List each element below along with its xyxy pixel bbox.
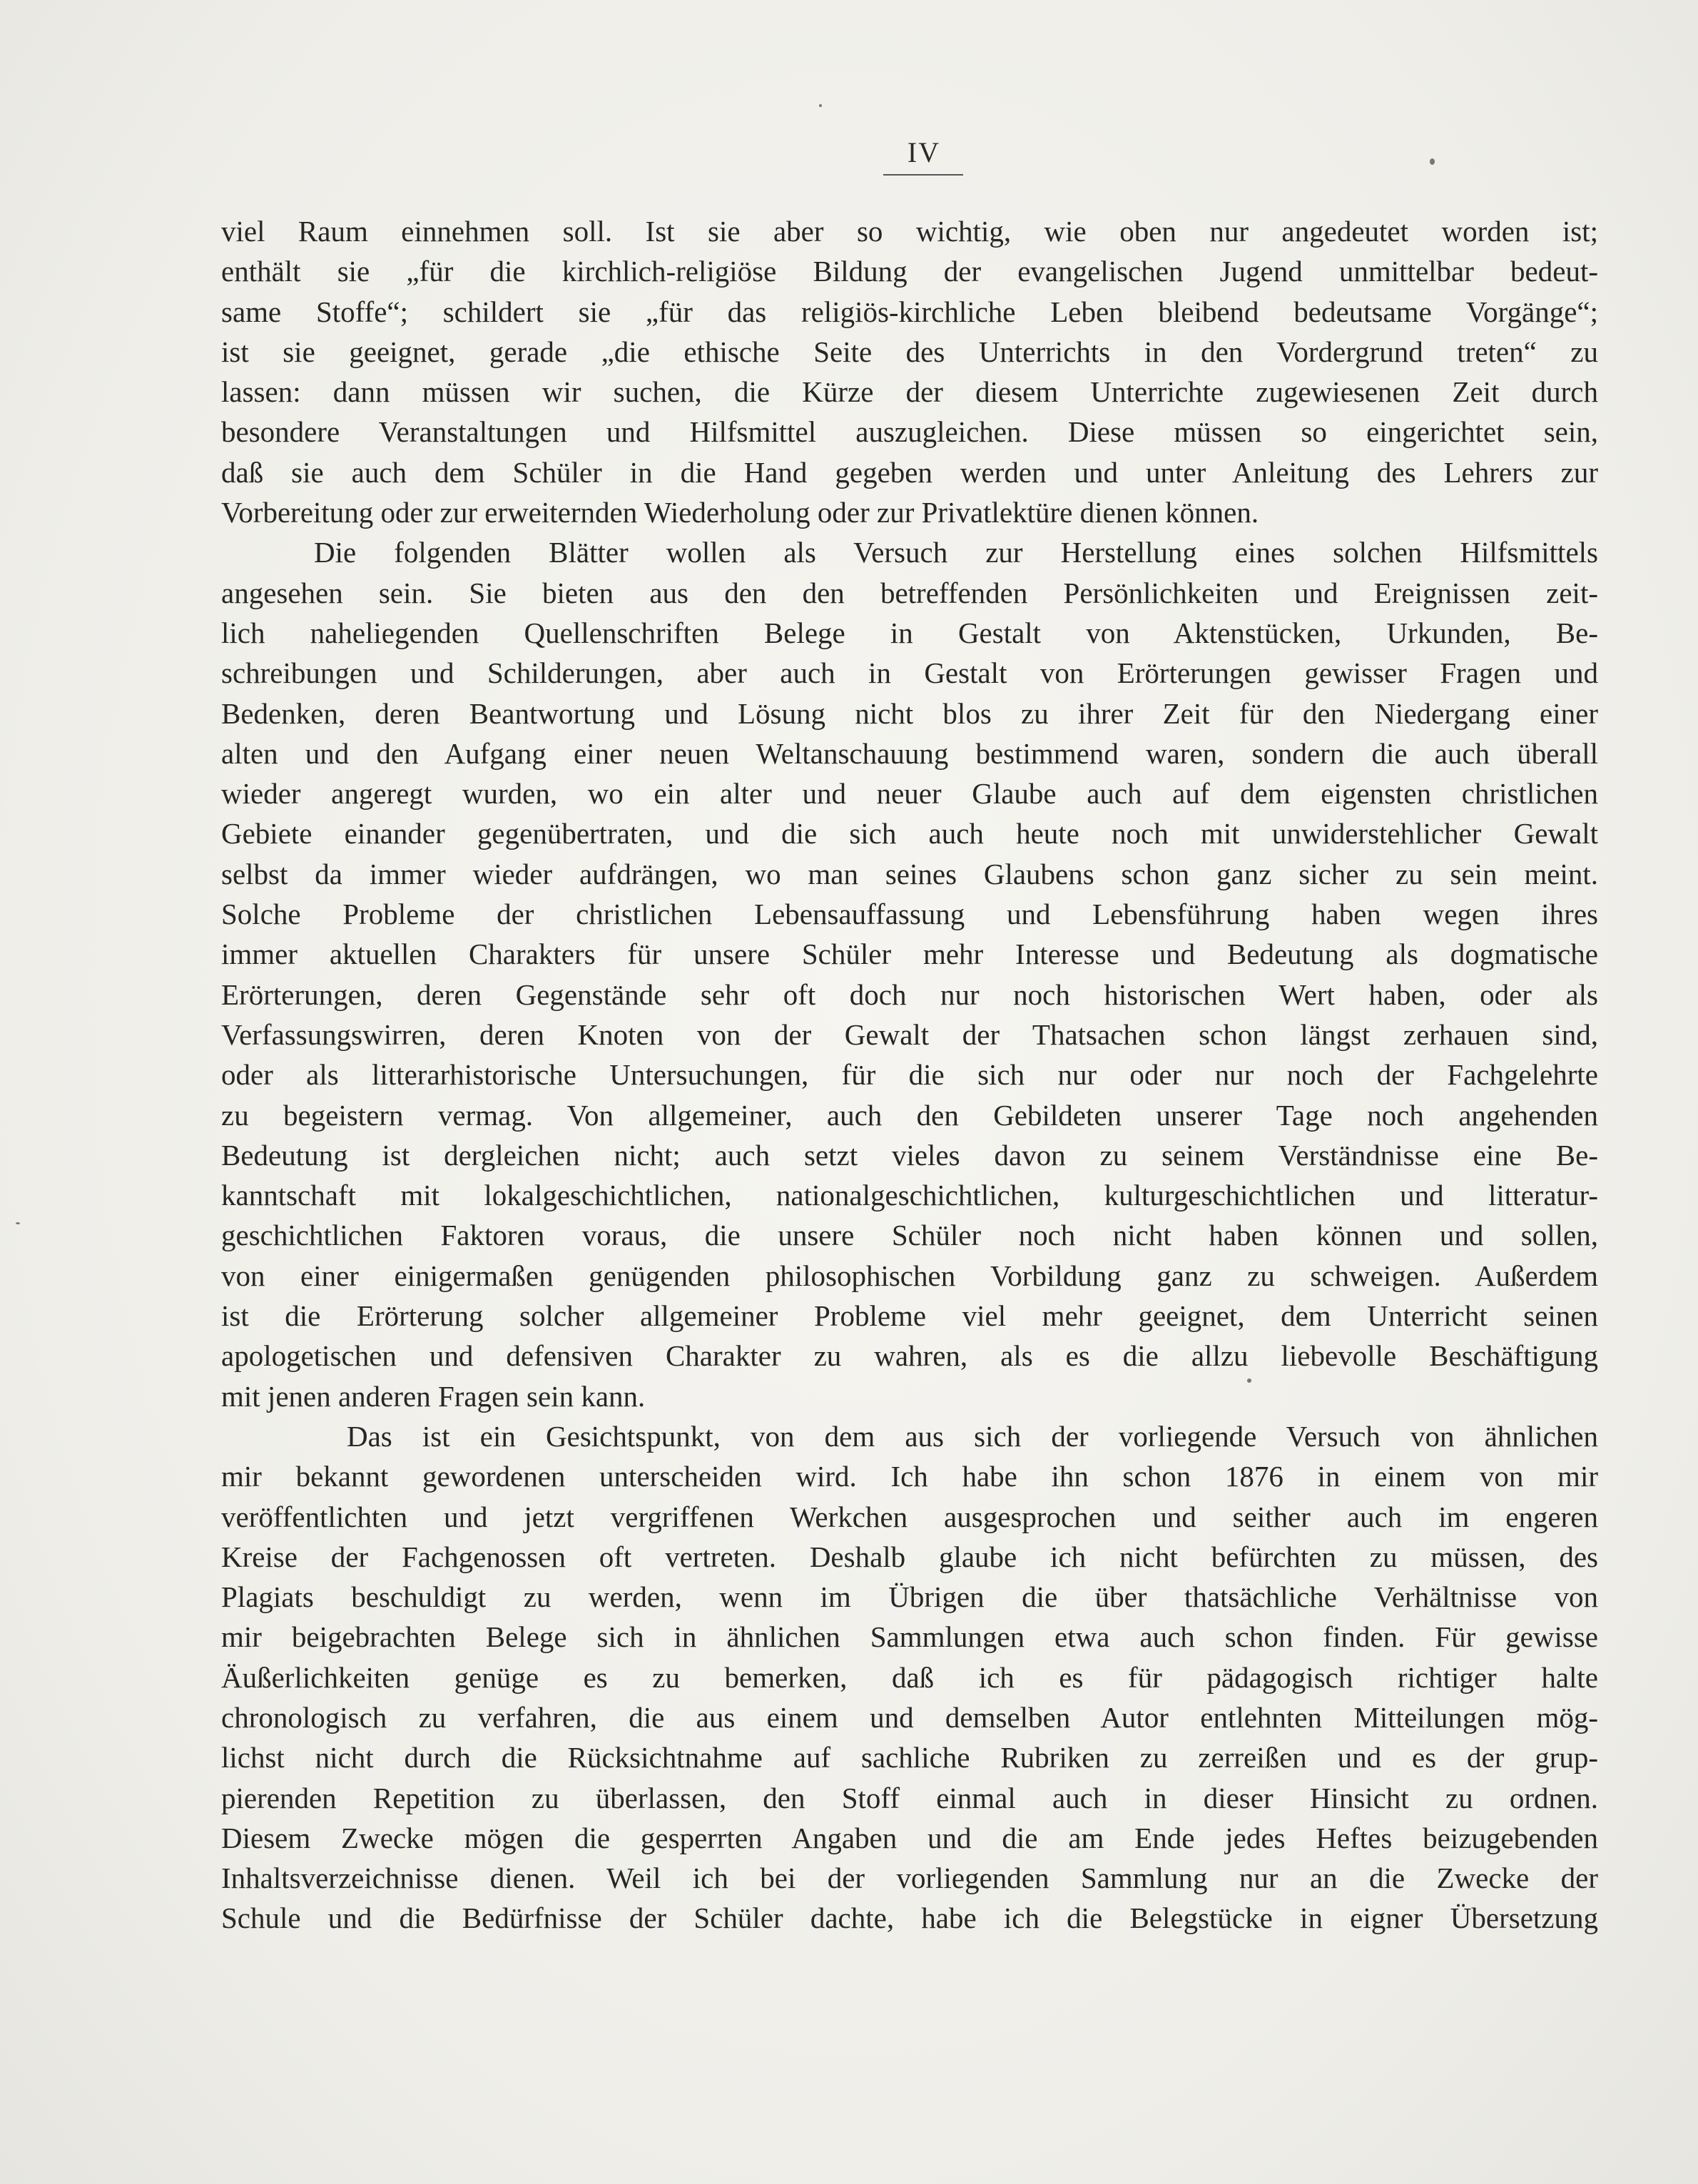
text-line: apologetischen und defensiven Charakter zu wahren, als es die allzu liebevolle Beschäftigung	[221, 1339, 1598, 1373]
text-line: viel Raum einnehmen soll. Ist sie aber so wichtig, wie oben nur angedeutet worden ist;	[221, 215, 1598, 248]
text-line: wieder angeregt wurden, wo ein alter und neuer Glaube auch auf dem eigensten christlichen	[221, 777, 1598, 811]
text-line: alten und den Aufgang einer neuen Weltanschauung bestimmend waren, sondern die auch überall	[221, 736, 1598, 770]
text-line: lassen: dann müssen wir suchen, die Kürze der diesem Unterrichte zugewiesenen Zeit durch	[221, 375, 1598, 409]
text-line: Schule und die Bedürfnisse der Schüler dachte, habe ich die Belegstücke in eigner Übersetzung	[221, 1901, 1598, 1935]
text-line: schreibungen und Schilderungen, aber auch in Gestalt von Erörterungen gewisser Fragen und	[221, 656, 1598, 690]
text-line: Kreise der Fachgenossen oft vertreten. Deshalb glaube ich nicht befürchten zu müssen, des	[221, 1540, 1598, 1573]
page-number: IV	[907, 136, 941, 168]
page-number-rule	[883, 174, 963, 176]
text-line: lichst nicht durch die Rücksichtnahme auf sachliche Rubriken zu zerreißen und es der grup-	[221, 1741, 1598, 1774]
text-line: kanntschaft mit lokalgeschichtlichen, nationalgeschichtlichen, kulturgeschichtlichen und litteratur-	[221, 1179, 1598, 1212]
text-line: Äußerlichkeiten genüge es zu bemerken, daß ich es für pädagogisch richtiger halte	[221, 1660, 1598, 1694]
text-line: mir beigebrachten Belege sich in ähnlichen Sammlungen etwa auch schon finden. Für gewisse	[221, 1620, 1598, 1654]
text-line: ist sie geeignet, gerade „die ethische Seite des Unterrichts in den Vordergrund treten“ zu	[221, 335, 1598, 368]
scan-speck	[16, 1222, 20, 1224]
text-line: Solche Probleme der christlichen Lebensauffassung und Lebensführung haben wegen ihres	[221, 898, 1598, 931]
text-line: Bedenken, deren Beantwortung und Lösung nicht blos zu ihrer Zeit für den Niedergang einer	[221, 696, 1598, 730]
text-line: daß sie auch dem Schüler in die Hand gegeben werden und unter Anleitung des Lehrers zur	[221, 455, 1598, 489]
text-line: chronologisch zu verfahren, die aus einem und demselben Autor entlehnten Mitteilungen mög-	[221, 1700, 1598, 1734]
text-line: enthält sie „für die kirchlich-religiöse Bildung der evangelischen Jugend unmittelbar bedeut-	[221, 255, 1598, 288]
text-line: besondere Veranstaltungen und Hilfsmittel auszugleichen. Diese müssen so eingerichtet sein,	[221, 415, 1598, 449]
text-line: von einer einigermaßen genügenden philosophischen Vorbildung ganz zu schweigen. Außerdem	[221, 1259, 1598, 1292]
text-line: Erörterungen, deren Gegenstände sehr oft doch nur noch historischen Wert haben, oder als	[221, 977, 1598, 1011]
text-line: Inhaltsverzeichnisse dienen. Weil ich bei der vorliegenden Sammlung nur an die Zwecke der	[221, 1862, 1598, 1895]
text-line: pierenden Repetition zu überlassen, den Stoff einmal auch in dieser Hinsicht zu ordnen.	[221, 1781, 1598, 1814]
text-line: veröffentlichten und jetzt vergriffenen Werkchen ausgesprochen und seither auch im engeren	[221, 1500, 1598, 1533]
text-line: Diesem Zwecke mögen die gesperrten Angaben und die am Ende jedes Heftes beizugebenden	[221, 1821, 1598, 1854]
text-line: same Stoffe“; schildert sie „für das religiös-kirchliche Leben bleibend bedeutsame Vorgänge“;	[221, 295, 1598, 328]
text-line: selbst da immer wieder aufdrängen, wo man seines Glaubens schon ganz sicher zu sein meint.	[221, 857, 1598, 890]
text-line: zu begeistern vermag. Von allgemeiner, auch den Gebildeten unserer Tage noch angehenden	[221, 1098, 1598, 1132]
text-line: Gebiete einander gegenübertraten, und die sich auch heute noch mit unwiderstehlicher Gewalt	[221, 817, 1598, 850]
text-line: geschichtlichen Faktoren voraus, die unsere Schüler noch nicht haben können und sollen,	[221, 1219, 1598, 1252]
text-line: Das ist ein Gesichtspunkt, von dem aus sich der vorliegende Versuch von ähnlichen	[347, 1419, 1598, 1453]
text-line: lich naheliegenden Quellenschriften Belege in Gestalt von Aktenstücken, Urkunden, Be-	[221, 616, 1598, 649]
text-line: angesehen sein. Sie bieten aus den den betreffenden Persönlichkeiten und Ereignissen zeit-	[221, 576, 1598, 609]
text-line: Verfassungswirren, deren Knoten von der Gewalt der Thatsachen schon längst zerhauen sind,	[221, 1017, 1598, 1051]
text-line: mir bekannt gewordenen unterscheiden wird. Ich habe ihn schon 1876 in einem von mir	[221, 1460, 1598, 1493]
scan-speck	[819, 104, 822, 107]
text-line: Bedeutung ist dergleichen nicht; auch setzt vieles davon zu seinem Verständnisse eine Be-	[221, 1138, 1598, 1172]
text-line: oder als litterarhistorische Untersuchungen, für die sich nur oder nur noch der Fachgelehrte	[221, 1058, 1598, 1092]
text-line: ist die Erörterung solcher allgemeiner Probleme viel mehr geeignet, dem Unterricht seinen	[221, 1299, 1598, 1333]
text-line: immer aktuellen Charakters für unsere Schüler mehr Interesse und Bedeutung als dogmatische	[221, 938, 1598, 971]
text-line: mit jenen anderen Fragen sein kann.	[221, 1379, 646, 1413]
body-text	[221, 211, 1598, 1939]
scan-speck	[1430, 158, 1435, 165]
text-line: Plagiats beschuldigt zu werden, wenn im Übrigen die über thatsächliche Verhältnisse von	[221, 1580, 1598, 1614]
text-line: Vorbereitung oder zur erweiternden Wiederholung oder zur Privatlektüre dienen können.	[221, 496, 1259, 529]
text-line: Die folgenden Blätter wollen als Versuch zur Herstellung eines solchen Hilfsmittels	[314, 536, 1598, 569]
